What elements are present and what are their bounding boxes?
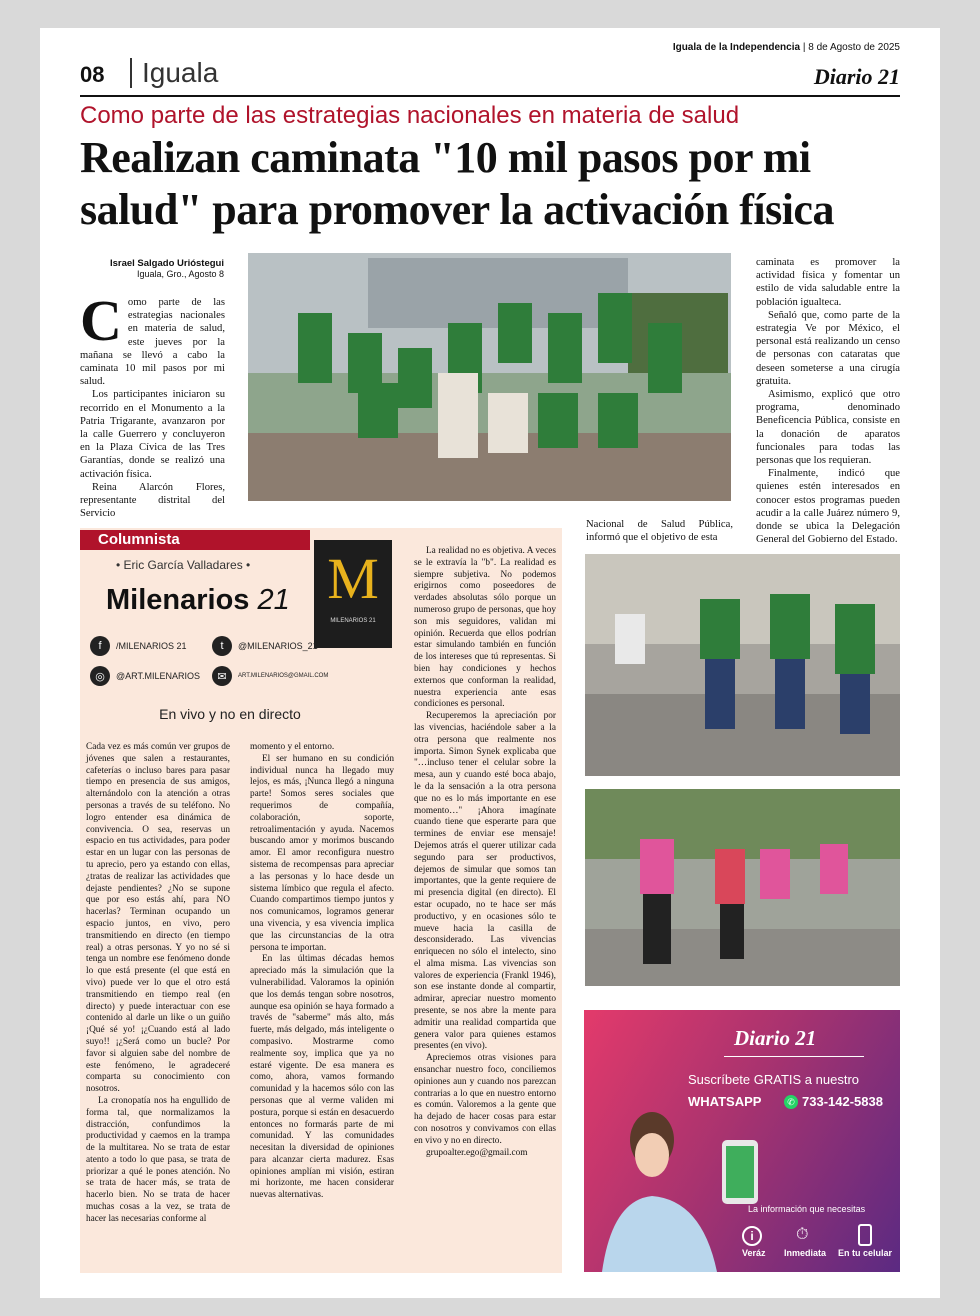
- dateline: Iguala de la Independencia | 8 de Agosto de 2025: [672, 42, 900, 53]
- column-brand-name: Milenarios: [106, 584, 250, 616]
- column-brand-number: 21: [257, 584, 290, 616]
- milenarios-logo-letter: M: [327, 546, 379, 611]
- city: Iguala de la Independencia: [672, 42, 801, 53]
- ad-line1: Suscríbete GRATIS a nuestro: [688, 1072, 859, 1087]
- stopwatch-icon: ⏱: [796, 1226, 809, 1243]
- kicker: Como parte de las estrategias nacionales en materia de salud: [80, 102, 740, 129]
- whatsapp-icon: ✆: [784, 1095, 798, 1109]
- email-address: ART.MILENARIOS@GMAIL.COM: [238, 673, 329, 679]
- column-brand: [106, 584, 290, 617]
- article-column-1: [80, 288, 225, 520]
- column-paragraph: momento y el entorno.: [250, 742, 335, 752]
- whatsapp-ad[interactable]: [584, 1010, 900, 1272]
- info-icon: i: [742, 1226, 762, 1246]
- ad-feature-2: En tu celular: [838, 1248, 893, 1258]
- column-paragraph: Apreciemos otras visiones para ensanchar nuestro foco, conciliemos opiniones aun y cuando nos parezcan contrarias a lo que en nuestro entorno es común. Valoremos a la gente que ha dejado de hacer cosas para estar con nosotros y convivamos con ellas en vivo y no en directo.: [414, 1053, 556, 1146]
- ad-feature-1: Inmediata: [784, 1248, 827, 1258]
- headline: Realizan caminata "10 mil pasos por mi salud" para promover la activación física: [80, 133, 834, 234]
- instagram-icon: ◎: [90, 666, 110, 686]
- newspaper-logo: Diario 21: [813, 64, 900, 89]
- article-paragraph: Señaló que, como parte de la estrategia Ve por México, el personal está realizando un censo de personas con cataratas que deseen someterse a una cirugía gratuita.: [756, 309, 900, 387]
- milenarios-logo: [314, 540, 392, 648]
- dropcap: C: [80, 288, 122, 353]
- column-paragraph: La realidad no es objetiva. A veces se le extravía la "b". La realidad es siempre subjetiva. No podemos erigirnos como poseedores de verdades absolutas sólo porque un numeroso grupo de personas, que hoy son mis seguidores, validan mi opinión. Recuerda que ellos podrían estar simulando también en función de los intereses que tú representas. Si bien hay condiciones y hechos externos que conforman la realidad, nuestra experiencia ante esas condiciones es personal.: [414, 546, 556, 710]
- column-tag: Columnista: [98, 531, 180, 548]
- article-paragraph: Asimismo, explicó que otro programa, denominado Beneficencia Pública, consiste en la donación de aparatos funcionales para todas las personas que los requieran.: [756, 389, 900, 467]
- facebook-icon: f: [90, 636, 110, 656]
- group-photo: [248, 253, 731, 501]
- ad-phone: 733-142-5838: [802, 1094, 883, 1109]
- column-author: • Eric García Valladares •: [116, 558, 251, 572]
- instagram-link[interactable]: [90, 666, 200, 686]
- article-column-2: [586, 518, 733, 544]
- email-icon: ✉: [212, 666, 232, 686]
- twitter-icon: t: [212, 636, 232, 656]
- article-paragraph: Nacional de Salud Pública, informó que el objetivo de esta: [586, 519, 733, 544]
- ad-woman-illustration: [592, 1100, 762, 1272]
- header-rule: [80, 95, 900, 97]
- milenarios-logo-text: MILENARIOS 21: [330, 618, 376, 624]
- byline: [80, 258, 224, 279]
- ad-tagline: La información que necesitas: [748, 1204, 866, 1214]
- author: Israel Salgado Urióstegui: [109, 258, 224, 269]
- walk-photo-1-illustration: [585, 554, 900, 776]
- email-link[interactable]: [212, 666, 328, 686]
- facebook-handle: /MILENARIOS 21: [116, 641, 187, 651]
- instagram-handle: @ART.MILENARIOS: [116, 671, 200, 681]
- article-paragraph: caminata es promover la actividad física y fomentar un estilo de vida saludable entre la población igualteca.: [756, 257, 900, 308]
- walk-photo-2: [585, 789, 900, 986]
- ad-feature-0: Veráz: [742, 1248, 766, 1258]
- column-col-2: [250, 742, 394, 1267]
- column-title: En vivo y no en directo: [159, 706, 301, 722]
- newspaper-page: [40, 28, 940, 1298]
- column-paragraph: En las últimas décadas hemos apreciado más la simulación que la vulnerabilidad. Valoramos la opinión que los demás tengan sobre nosotros, aunque esa opinión se haya formado a través de "saberme" más alto, más fuerte, más delgado, más inteligente o compasivo. Mostrarme como realmente soy, implica que ya no estaré vigente. De esa manera es como, ahora, vamos formando comunidad y la hacemos sólo con las personas que al verme validen mi postura, porque si están en desacuerdo entonces no formarás parte de mi comunidad. Y las comunidades necesitan la diversidad de opiniones para alcanzar cierta madurez. Esas opiniones amplían mi visión, estiran mi horizonte, me hacen considerar nuevas alternativas.: [250, 954, 394, 1201]
- ad-divider: [724, 1056, 864, 1057]
- twitter-link[interactable]: [212, 636, 318, 656]
- ad-logo: Diario 21: [734, 1026, 817, 1050]
- article-paragraph: Los participantes iniciaron su recorrido en el Monumento a la Patria Trigarante, avanzaron por la calle Guerrero y concluyeron en la Plaza Cívica de las Tres Garantías, donde se realizó una activación física.: [80, 389, 225, 480]
- group-photo-illustration: [248, 253, 731, 501]
- article-paragraph: omo parte de las estrategias nacionales en materia de salud, este jueves por la mañana se llevó a cabo la caminata 10 mil pasos por mi salud.: [80, 297, 225, 388]
- ad-line2: WHATSAPP: [688, 1094, 762, 1109]
- article-paragraph: Finalmente, indicó que quienes estén interesados en conocer estos programas pueden acudir a la calle Juárez número 9, donde se ubica la Delegación General del Gobierno del Estado.: [756, 468, 900, 546]
- column-col-1: [86, 742, 230, 1267]
- column-paragraph: La cronopatía nos ha engullido de forma tal, que normalizamos la distracción, confundimos la productividad y caemos en la trampa de la multitarea. No se trata de estar atento a todo lo que pasa, se trata de priorizar a qué le pones atención. No se trata de hacer más, se trata de hacerlo bien. No se trata de hacer muchas cosas a la vez, se trata de hacer las necesarias conforme al: [86, 1095, 230, 1224]
- article-paragraph: Reina Alarcón Flores, representante distrital del Servicio: [80, 481, 225, 520]
- column-paragraph: Recuperemos la apreciación por las vivencias, haciéndole saber a la otra persona que realmente nos importa. Simon Synek explicaba que "…incluso tener el celular sobre la mesa, aun y cuando esté boca abajo, le da la sensación a la otra persona que no es lo más importante en ese momento…" ¡Ahora imagínate cuando tiene que esperarte para que termines de enviar ese mensaje! Dejemos atrás el querer utilizar cada segundo para ser productivos, dejemos de simular que somos tan importantes, que la gente requiere de mi presencia digital (en directo). El estar ocupado, no te hace ser más productivo, y en ocasiones sólo te mueve hacia la casilla de desconsiderado. Las vivencias enriquecen no sólo el intelecto, sino el alma misma. Las vivencias son valores de experiencia (Frankl 1946), son ese instante donde al compartir, admirar, apreciar nuestro momento presente, se nos abre la mente para admitir una realidad compartida que genera valor para quienes estamos presentes (en vivo).: [414, 711, 556, 1052]
- section-title: Iguala: [130, 58, 218, 88]
- facebook-link[interactable]: [90, 636, 187, 656]
- place: Iguala, Gro., Agosto 8: [136, 269, 224, 279]
- column-paragraph: Cada vez es más común ver grupos de jóvenes que salen a restaurantes, cafeterías o incluso bares para pasar tiempo en presencia de sus amigos, alternándolo con la atención a otras personas a través de su teléfono. No logro entender esa dinámica de convivencia. O sea, reservas un espacio en tus actividades, para poder estar en un lugar con las personas de tu aprecio, pero ya estando con ellas, ¿tratas de realizar las actividades que dejaste pendientes? ¿No se supone que por eso estás ahí, para NO hacerlas? Terminan ocupando un espacio juntos, en vivo, pero transmitiendo en directo (en tiempo real) a otras personas. Y yo no sé si tenga un nombre ese fenómeno donde lo que está presente (el que está en vivo) puede ver lo que el otro está transmitiendo en tiempo real (en directo) y puede interactuar con ese contenido al darle un like o un guiño ¡Qué sé yo! ¡¿Cuando está al lado suyo!! ¡¿Será como un bucle? Por favor si alguien sabe del nombre de este fenómeno, le agradeceré comparta su conocimiento con nosotros.: [86, 742, 230, 1095]
- date: 8 de Agosto de 2025: [808, 42, 900, 53]
- twitter-handle: @MILENARIOS_21: [238, 641, 318, 651]
- page-number: 08: [80, 62, 105, 87]
- walk-photo-1: [585, 554, 900, 776]
- article-column-3: [756, 256, 900, 546]
- column-col-3: [414, 546, 556, 1268]
- column-paragraph: El ser humano en su condición individual nunca ha llegado muy lejos, es más, ¡Nunca llegó a ninguna parte! Somos seres sociales que requerimos de compañía, colaboración, soporte, retroalimentación y ayuda. Nacemos buscando amor y morimos buscando amor. El amor reconfigura nuestro sistema de recompensas para apreciar a las personas y lo hace desde un sistema límbico que regula el afecto. Cuando compartimos tiempo juntos y nos comunicamos, logramos generar una vivencia, y esa vivencia implica que las circunstancias de la otra persona te importan.: [250, 753, 394, 953]
- walk-photo-2-illustration: [585, 789, 900, 986]
- phone-icon: [858, 1224, 872, 1246]
- column-signature: grupoalter.ego@gmail.com: [426, 1147, 528, 1158]
